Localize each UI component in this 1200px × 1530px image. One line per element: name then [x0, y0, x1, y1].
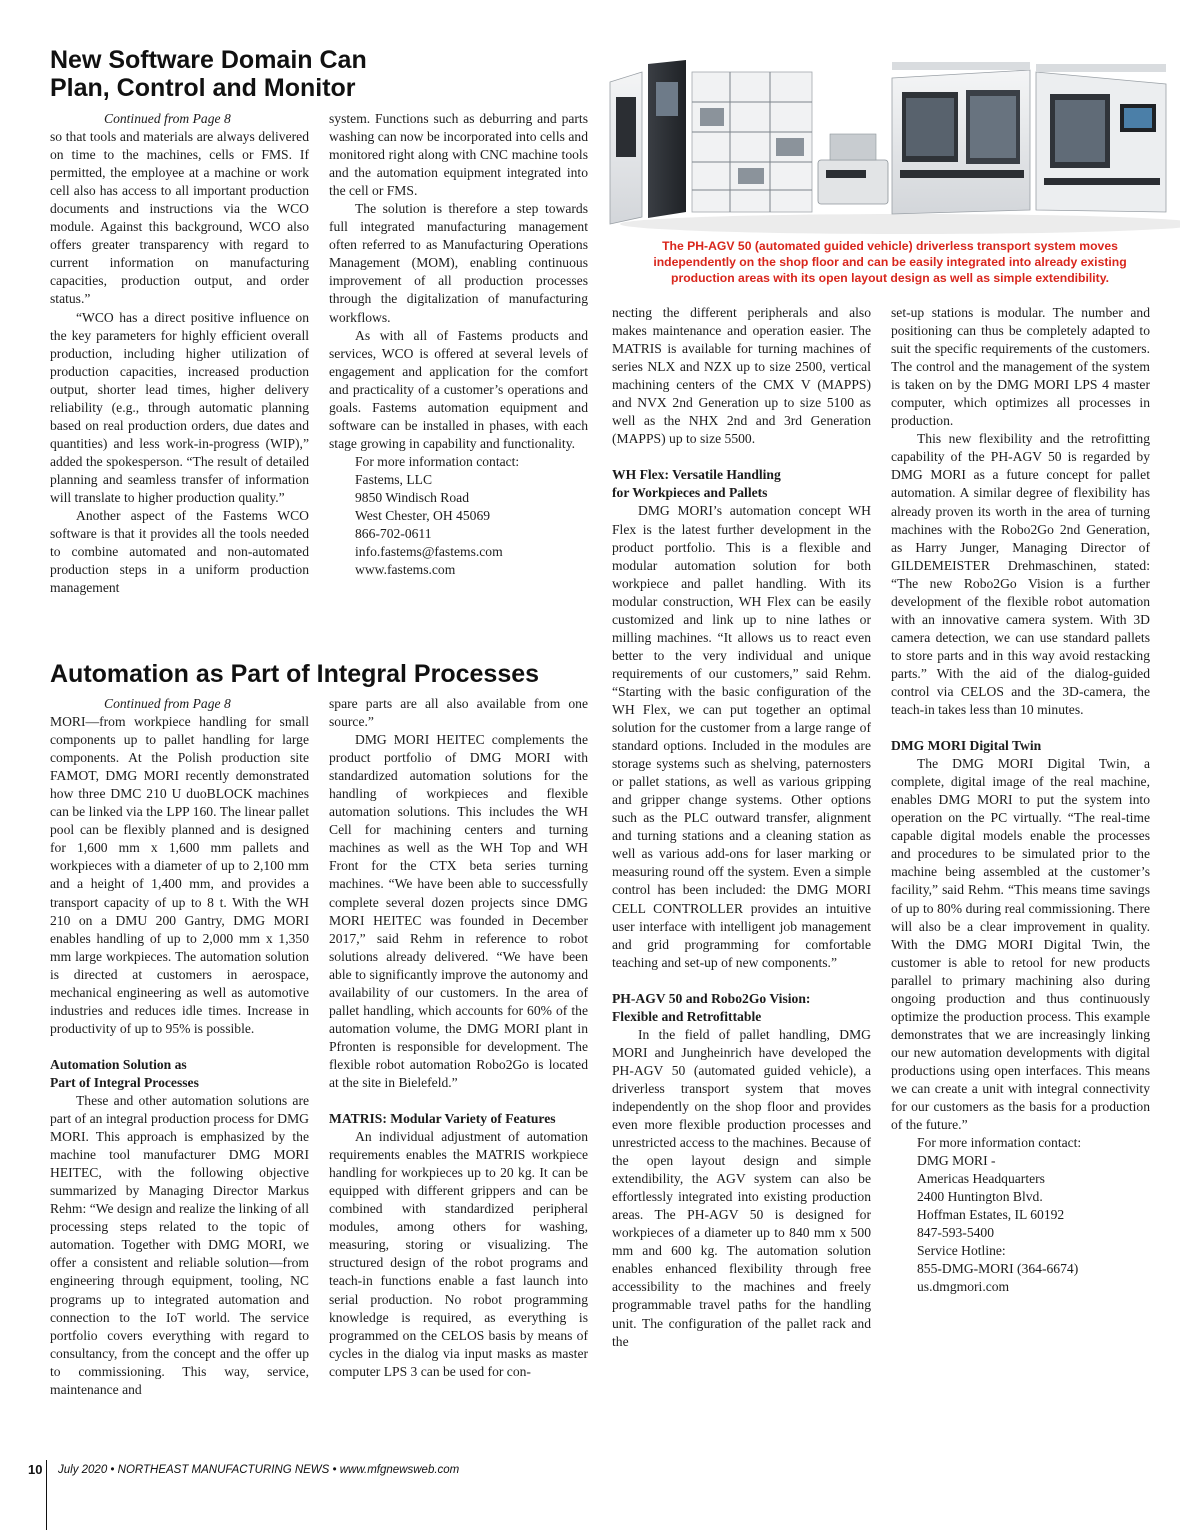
- caption-line: independently on the shop floor and can be easily integrated into already existing: [653, 255, 1127, 269]
- article1-paragraph: so that tools and materials are always delivered on time to the machines, cells or FMS. If permitted, the employee at a machine or work cell also has access to all important production documents and instructions via the WCO module. Against this background, WCO also offers greater transparency with regard to current information on manufacturing capacities, production output, and order status.”: [50, 129, 309, 307]
- subheading-line: Automation Solution as: [50, 1056, 187, 1072]
- contact-line: 855-DMG-MORI (364-6674): [917, 1261, 1079, 1277]
- subheading: DMG MORI Digital Twin: [891, 738, 1042, 754]
- footer-rule: [46, 1460, 47, 1530]
- subheading-line: for Workpieces and Pallets: [612, 485, 768, 501]
- contact-line: West Chester, OH 45069: [355, 508, 491, 524]
- contact-line: Hoffman Estates, IL 60192: [917, 1207, 1065, 1223]
- article2-paragraph: This new flexibility and the retrofitting capability of the PH-AGV 50 is regarded by DMG MORI as a future concept for pallet automation. A similar degree of flexibility has already proven its worth in the area of turning machines with the Robo2Go 2nd Generation, as Harry Junger, Managing Director of GILDEMEISTER Drehmaschinen, stated: “The new Robo2Go Vision is a further development of the flexible robot automation with an innovative camera system. With 3D camera detection, we can use standard pallets to store parts and in this way avoid restacking parts.” With the aid of the dialog-guided control via CELOS and the 3D-camera, the teach-in takes less than 10 minutes.: [891, 431, 1150, 718]
- article2-column-1: [50, 695, 309, 1399]
- article2-paragraph: In the field of pallet handling, DMG MORI and Jungheinrich have developed the PH-AGV 50 (automated guided vehicle), a driverless transport system that moves independently on the shop floor and provides even more flexible production processes and unrestricted access to the machines. Because of the open layout design and simple extendibility, the AGV system can also be effortlessly integrated into existing production areas. The PH-AGV 50 is designed for workpieces of a diameter up to 840 mm x 500 mm and 600 kg. The automation solution enables enhanced flexibility through free accessibility to the machines and freely programmable travel paths for the handling unit. The configuration of the pallet rack and the: [612, 1026, 871, 1349]
- subheading: MATRIS: Modular Variety of Features: [329, 1111, 556, 1127]
- article2-paragraph: DMG MORI’s automation concept WH Flex is the latest further development in the product portfolio. This is a flexible and modular automation solution for both workpiece and pallet handling. With its modular construction, WH Flex can be easily customized and link up to nine lathes or milling machines. “It allows us to react even better to the very individual and unique requirements of our customers,” said Rehm. “Starting with the basic configuration of the WH Flex, we can put together an optimal solution for the customer from a large range of standard options. Included in the modules are storage systems such as shelving, paternosters or pallet stations, as well as various gripping and gripper change systems. Other options such as the PLC outward transfer, alignment and turning stations and a cleaning station as well as various add-ons for laser marking or measuring round off the system. Even a simple control has been included: the DMG MORI CELL CONTROLLER provides an intuitive user interface with intelligent job management and grid programming for comfortable teaching and set-up of new components.”: [612, 503, 871, 970]
- article2-paragraph: These and other automation solutions are part of an integral production process for DMG MORI. This approach is emphasized by the machine tool manufacturer DMG MORI HEITEC, with the following objective summarized by Managing Director Markus Rehm: “We design and realize the linking of all processing steps related to the topic of automation. Together with DMG MORI, we offer a consistent and reliable solution—from engineering through equipment, tooling, NC programs up to integrated automation and connection to the IoT world. The service portfolio covers everything with regard to consultancy, from the concept and the offer up to commissioning. This way, service, maintenance and: [50, 1092, 309, 1397]
- article2-paragraph: DMG MORI HEITEC complements the product portfolio of DMG MORI with standardized automation solutions for the handling of workpieces and flexible automation solutions. This includes the WH Cell for machining centers and turning machines as well as the WH Top and WH Front for the CTX beta series turning machines. “We have been able to successfully complete several dozen projects since DMG MORI HEITEC was founded in December 2017,” said Rehm in reference to robot solutions already delivered. “We have been able to significantly improve the autonomy and availability of our customers. In the area of pallet handling, which accounts for 60% of the automation volume, the DMG MORI plant in Pfronten is responsible for development. The flexible robot automation Robo2Go is located at the site in Bielefeld.”: [329, 732, 588, 1090]
- contact-line: 9850 Windisch Road: [355, 489, 469, 505]
- photo-caption: [600, 238, 1180, 286]
- article1-paragraph: Another aspect of the Fastems WCO software is that it provides all the tools needed to combine automated and non-automated production steps in a uniform production management: [50, 508, 309, 596]
- article1-paragraph: As with all of Fastems products and services, WCO is offered at several levels of engagement and application for the comfort and practicality of a customer’s operations and goals. Fastems automation equipment and software can be installed in phases, with each stage growing in capability and functionality.: [329, 327, 588, 451]
- contact-line: 2400 Huntington Blvd.: [917, 1189, 1043, 1205]
- contact-line: 866-702-0611: [355, 526, 432, 542]
- contact-line: 847-593-5400: [917, 1225, 995, 1241]
- caption-line: production areas with its open layout design as well as simple extendibility.: [671, 271, 1109, 285]
- contact-line: Service Hotline:: [917, 1243, 1006, 1259]
- article1-paragraph: “WCO has a direct positive influence on the key parameters for highly efficient overall production, including higher utilization of production capacities, increased production output, shorter lead times, higher delivery reliability (e.g., through automatic planning based on real production orders, due dates and quantities) and less work-in-progress (WIP),” added the spokesperson. “The result of detailed planning and seamless transfer of information will translate to higher production quality.”: [50, 309, 309, 505]
- continued-from-label: Continued from Page 8: [104, 696, 231, 711]
- article2-column-4: [891, 304, 1150, 1297]
- article2-column-2: [329, 695, 588, 1381]
- article2-paragraph: MORI—from workpiece handling for small components up to pallet handling for large components. At the Polish production site FAMOT, DMG MORI recently demonstrated how three DMC 210 U duoBLOCK machines can be linked via the LPP 160. The linear pallet pool can be flexibly planned and is designed for 1,600 mm x 1,600 mm pallets and workpieces with a diameter of up to 2,100 mm and a height of 1,400 mm, and provides a transport capacity of up to 8 t. With the WH 210 on a DMU 200 Gantry, DMG MORI enables handling of up to 2,000 mm x 1,350 mm large workpieces. The automation solution is directed at customers in aerospace, mechanical engineering as well as automotive industries and reduces idle times. Increase in productivity of up to 95% is possible.: [50, 714, 309, 1036]
- subheading-line: WH Flex: Versatile Handling: [612, 467, 781, 483]
- article2-paragraph: The DMG MORI Digital Twin, a complete, digital image of the real machine, enables DMG MORI to put the system into operation on the PC virtually. “The real-time capable digital models enable the processes and procedures to be simulated prior to the machine being assembled at the customer’s facility,” said Rehm. “This means time savings of up to 80% during real commissioning. There will also be a clear improvement in quality. With the DMG MORI Digital Twin, the customer is able to retool for new products parallel to primary machining also during ongoing production and thus continuously optimize the production process. This example demonstrates that we are increasingly linking our new automation developments with digital productions using open interfaces. This means we can create a unit with integral connectivity for our customers as the basis for a production of the future.”: [891, 756, 1150, 1133]
- subheading-line: PH-AGV 50 and Robo2Go Vision:: [612, 990, 811, 1006]
- article2-headline: Automation as Part of Integral Processes: [50, 660, 540, 688]
- article2-column-3: [612, 304, 871, 1351]
- contact-line: For more information contact:: [355, 453, 520, 469]
- subheading: [50, 1056, 309, 1092]
- contact-line: Americas Headquarters: [917, 1171, 1045, 1187]
- article2-paragraph: An individual adjustment of automation requirements enables the MATRIS workpiece handling for workpieces up to 20 kg. It can be equipped with different grippers and can be combined with standardized peripheral modules, among others for washing, measuring, storing or visualizing. The structured design of the robot programs and teach-in functions enable a fast launch into serial production. No robot programming knowledge is required, as everything is programmed on the CELOS basis by means of cycles in the dialog via input masks as master computer LPS 3 can be used for con-: [329, 1129, 588, 1379]
- article1-headline-line1: New Software Domain Can: [50, 46, 367, 74]
- subheading-line: Flexible and Retrofittable: [612, 1008, 762, 1024]
- footer-text: July 2020 • NORTHEAST MANUFACTURING NEWS • www.mfgnewsweb.com: [58, 1464, 460, 1476]
- subheading: [612, 990, 871, 1026]
- article2-paragraph: necting the different peripherals and also makes maintenance and operation easier. The MATRIS is available for turning machines of series NLX and NZX up to size 2500, vertical machining centers of the CMX V (MAPPS) and NVX 2nd Generation up to size 5100 as well as the NHX 2nd and 3rd Generation (MAPPS) up to size 5500.: [612, 305, 871, 447]
- machine-illustration: [600, 42, 1180, 237]
- article1-paragraph: system. Functions such as deburring and parts washing can now be incorporated into cells and monitored right along with CNC machine tools and the automation equipment integrated into the cell or FMS.: [329, 111, 588, 199]
- contact-line: For more information contact:: [917, 1135, 1082, 1151]
- article1-headline-line2: Plan, Control and Monitor: [50, 74, 356, 102]
- article1-column-2: [329, 110, 588, 579]
- article1-column-1: [50, 110, 309, 597]
- contact-line: Fastems, LLC: [355, 471, 433, 487]
- caption-line: The PH-AGV 50 (automated guided vehicle) driverless transport system moves: [662, 239, 1118, 253]
- page-number: 10: [28, 1462, 43, 1477]
- fastems-contact-block: [329, 453, 588, 579]
- article2-paragraph: spare parts are all also available from one source.”: [329, 696, 588, 730]
- contact-line: DMG MORI -: [917, 1153, 996, 1169]
- subheading-line: Part of Integral Processes: [50, 1074, 199, 1090]
- continued-from-label: Continued from Page 8: [104, 111, 231, 126]
- dmg-mori-contact-block: [891, 1134, 1150, 1296]
- article1-paragraph: The solution is therefore a step towards full integrated manufacturing management often referred to as Manufacturing Operations Management (MOM), enabling continuous improvement of all production processes through the digitalization of manufacturing workflows.: [329, 201, 588, 325]
- contact-website: us.dmgmori.com: [917, 1279, 1010, 1295]
- contact-email: info.fastems@fastems.com: [355, 544, 503, 560]
- contact-website: www.fastems.com: [355, 562, 456, 578]
- article1-headline: [50, 46, 610, 102]
- subheading: [612, 466, 871, 502]
- ph-agv-50-photo: [600, 42, 1180, 237]
- article2-paragraph: set-up stations is modular. The number and positioning can thus be completely adapted to suit the specific requirements of the customers. The control and the management of the system is taken on by the DMG MORI LPS 4 master computer, which optimizes all processes in production.: [891, 305, 1150, 429]
